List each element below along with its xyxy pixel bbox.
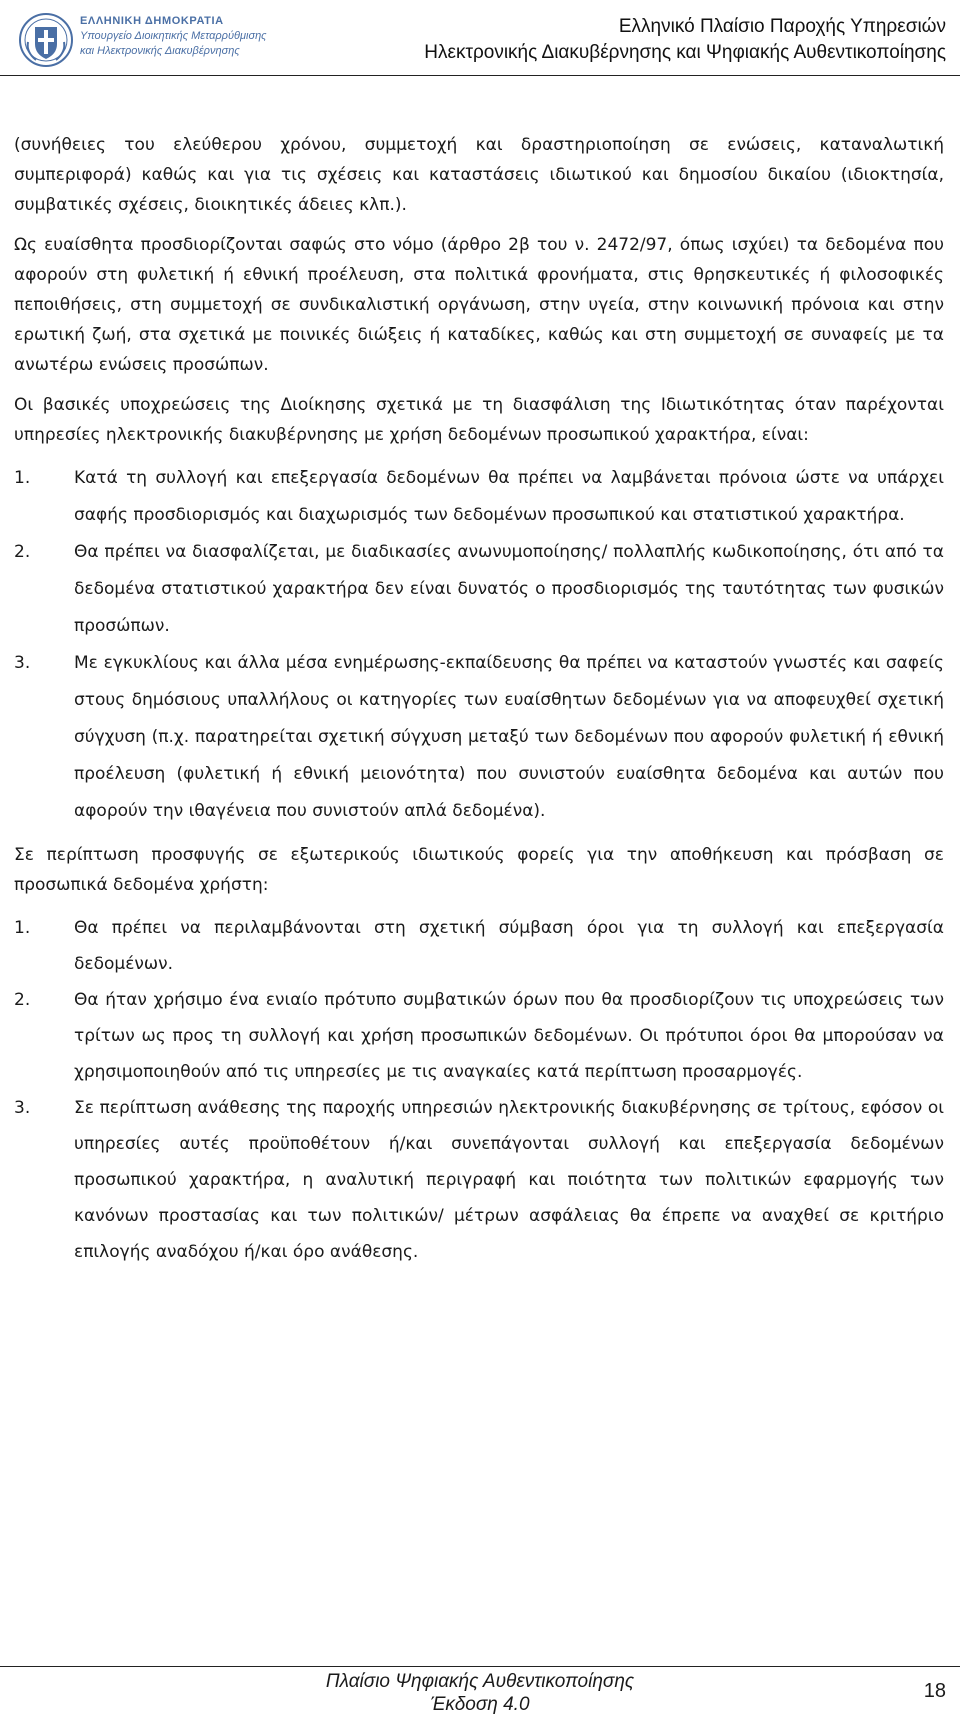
logo-ministry-line2: και Ηλεκτρονικής Διακυβέρνησης xyxy=(80,45,240,57)
page-body xyxy=(14,130,944,1280)
page-header xyxy=(0,0,960,96)
list-item xyxy=(14,982,944,1090)
list-item xyxy=(14,534,944,645)
paragraph-sensitive-data: Ως ευαίσθητα προσδιορίζονται σαφώς στο νόμο (άρθρο 2β του ν. 2472/97, όπως ισχύει) τα δεδομένα που αφορούν στη φυλετική ή εθνική προέλευση, στα πολιτικά φρονήματα, στις θρησκευτικές ή φιλοσοφικές πεποιθήσεις, στη συμμετοχή σε συνδικαλιστική οργάνωση, στην υγεία, στην κοινωνική πρόνοια και στην ερωτική ζωή, στα σχετικά με ποινικές διώξεις ή καταδίκες, καθώς και στη συμμετοχή σε συναφείς με τα ανωτέρω ενώσεις προσώπων. xyxy=(14,235,944,375)
obligations-list xyxy=(14,460,944,830)
footer-divider xyxy=(0,1666,960,1667)
external-providers-list xyxy=(14,910,944,1270)
logo-country: ΕΛΛΗΝΙΚΗ ΔΗΜΟΚΡΑΤΙΑ xyxy=(80,15,224,27)
paragraph-continuation: (συνήθειες του ελεύθερου χρόνου, συμμετοχή και δραστηριοποίηση σε ενώσεις, καταναλωτική συμπεριφορά) καθώς και για τις σχέσεις και καταστάσεις ιδιωτικού και δημοσίου δικαίου (ιδιοκτησία, συμβατικές σχέσεις, διοικητικές άδειες κλπ.). xyxy=(14,135,944,215)
paragraph-obligations-intro: Οι βασικές υποχρεώσεις της Διοίκησης σχετικά με τη διασφάλιση της Ιδιωτικότητας όταν παρέχονται υπηρεσίες ηλεκτρονικής διακυβέρνησης με χρήση δεδομένων προσωπικού χαρακτήρα, είναι: xyxy=(14,395,944,445)
paragraph-external-providers: Σε περίπτωση προσφυγής σε εξωτερικούς ιδιωτικούς φορείς για την αποθήκευση και πρόσβαση σε προσωπικά δεδομένα χρήστη: xyxy=(14,845,944,895)
list-item xyxy=(14,460,944,534)
footer-document-name: Πλαίσιο Ψηφιακής Αυθεντικοποίησης xyxy=(325,1671,635,1692)
list-item-number: 1. xyxy=(14,918,31,938)
logo-ministry-line1: Υπουργείο Διοικητικής Μεταρρύθμισης xyxy=(80,30,267,42)
logo-text xyxy=(80,14,320,59)
list-item-text: Θα ήταν χρήσιμο ένα ενιαίο πρότυπο συμβατικών όρων που θα προσδιορίζουν τις υποχρεώσεις των τρίτων ως προς τη συλλογή και χρήση προσωπικών δεδομένων. Οι πρότυποι όροι θα μπορούσαν να χρησιμοποιηθούν από τις υπηρεσίες με τις αναγκαίες κατά περίπτωση προσαρμογές. xyxy=(74,990,944,1082)
document-title xyxy=(424,14,946,66)
list-item-text: Κατά τη συλλογή και επεξεργασία δεδομένων θα πρέπει να λαμβάνεται πρόνοια ώστε να υπάρχει σαφής προσδιορισμός και διαχωρισμός των δεδομένων προσωπικού και στατιστικού χαρακτήρα. xyxy=(74,468,944,525)
ministry-logo xyxy=(18,12,318,72)
list-item-number: 2. xyxy=(14,990,31,1010)
document-title-line2: Ηλεκτρονικής Διακυβέρνησης και Ψηφιακής Αυθεντικοποίησης xyxy=(424,42,946,63)
document-title-line1: Ελληνικό Πλαίσιο Παροχής Υπηρεσιών xyxy=(618,16,946,37)
header-divider xyxy=(0,75,960,76)
footer-version: Έκδοση 4.0 xyxy=(430,1694,530,1715)
list-item-text: Θα πρέπει να διασφαλίζεται, με διαδικασίες ανωνυμοποίησης/ πολλαπλής κωδικοποίησης, ότι από τα δεδομένα στατιστικού χαρακτήρα δεν είναι δυνατός ο προσδιορισμός της ταυτότητας των φυσικών προσώπων. xyxy=(74,542,944,636)
greek-coat-of-arms-icon xyxy=(18,12,74,68)
list-item-number: 3. xyxy=(14,1098,31,1118)
list-item-text: Σε περίπτωση ανάθεσης της παροχής υπηρεσιών ηλεκτρονικής διακυβέρνησης σε τρίτους, εφόσον οι υπηρεσίες αυτές προϋποθέτουν ή/και συνεπάγονται συλλογή και επεξεργασία δεδομένων προσωπικού χαρακτήρα, η αναλυτική περιγραφή και ποιότητα των πολιτικών εφαρμογής των κανόνων προστασίας και των πολιτικών/ μέτρων ασφάλειας θα έπρεπε να αναχθεί σε κριτήριο επιλογής αναδόχου ή/και όρο ανάθεσης. xyxy=(74,1098,944,1262)
list-item-text: Με εγκυκλίους και άλλα μέσα ενημέρωσης-εκπαίδευσης θα πρέπει να καταστούν γνωστές και σαφείς στους δημόσιους υπαλλήλους οι κατηγορίες των ευαίσθητων δεδομένων για να αποφευχθεί σχετική σύγχυση (π.χ. παρατηρείται σχετική σύγχυση μεταξύ των δεδομένων που αφορούν φυλετική ή εθνική προέλευση (φυλετική ή εθνική μειονότητα) που συνιστούν ευαίσθητα δεδομένα και αυτών που αφορούν την ιθαγένεια που συνιστούν απλά δεδομένα). xyxy=(74,653,944,821)
list-item-number: 2. xyxy=(14,542,31,562)
list-item-number: 3. xyxy=(14,653,31,673)
list-item xyxy=(14,645,944,830)
list-item-number: 1. xyxy=(14,468,31,488)
page-number: 18 xyxy=(923,1680,946,1702)
list-item xyxy=(14,1090,944,1270)
list-item-text: Θα πρέπει να περιλαμβάνονται στη σχετική σύμβαση όροι για τη συλλογή και επεξεργασία δεδομένων. xyxy=(74,918,944,974)
footer-title xyxy=(230,1670,730,1716)
list-item xyxy=(14,910,944,982)
